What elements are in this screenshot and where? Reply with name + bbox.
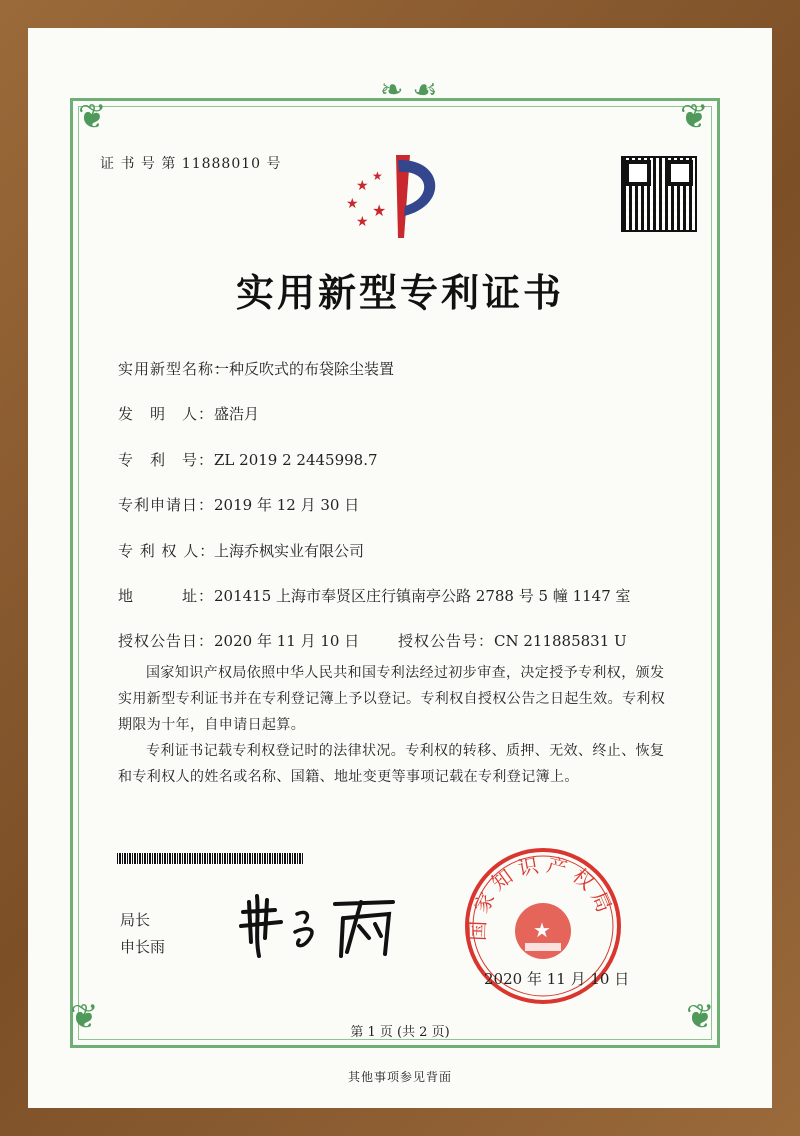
paragraph-grant-statement: 国家知识产权局依照中华人民共和国专利法经过初步审查，决定授予专利权，颁发实用新型专利证书并在专利登记簿上予以登记。专利权自授权公告之日起生效。专利权期限为十年，自申请日起算。 bbox=[118, 665, 666, 733]
corner-ornament-icon: ❦ bbox=[70, 997, 99, 1037]
value: ZL 2019 2 2445998.7 bbox=[214, 451, 378, 469]
field-patentee bbox=[118, 540, 364, 561]
top-ornament-icon: ❧ ☙ bbox=[380, 73, 438, 106]
qr-code-icon bbox=[621, 156, 697, 232]
svg-text:★: ★ bbox=[372, 201, 387, 220]
value: 一种反吹式的布袋除尘装置 bbox=[214, 360, 395, 378]
field-address bbox=[118, 585, 631, 606]
label: 发 明 人： bbox=[118, 405, 215, 423]
paragraph-legal-status: 专利证书记载专利权登记时的法律状况。专利权的转移、质押、无效、终止、恢复和专利权人的姓名或名称、国籍、地址变更等事项记载在专利登记簿上。 bbox=[118, 743, 665, 785]
value: 上海乔枫实业有限公司 bbox=[214, 542, 365, 560]
certificate-title: 实用新型专利证书 bbox=[235, 271, 564, 315]
patent-office-logo-icon bbox=[338, 150, 458, 240]
field-grant-number bbox=[398, 630, 627, 651]
label: 授权公告号： bbox=[398, 632, 495, 650]
field-grant-date bbox=[118, 630, 359, 651]
svg-text:★: ★ bbox=[533, 918, 551, 942]
seal-date: 2020 年 11 月 10 日 bbox=[484, 970, 630, 988]
field-application-date bbox=[118, 494, 359, 515]
svg-text:★: ★ bbox=[356, 214, 369, 230]
certificate-number: 证 书 号 第 11888010 号 bbox=[100, 156, 282, 172]
corner-ornament-icon: ❦ bbox=[686, 997, 715, 1037]
value: CN 211885831 U bbox=[494, 632, 627, 650]
value: 2019 年 12 月 30 日 bbox=[214, 496, 360, 514]
corner-ornament-icon: ❦ bbox=[78, 97, 107, 137]
svg-text:★: ★ bbox=[346, 196, 359, 212]
label: 专 利 号： bbox=[118, 451, 215, 469]
field-inventor bbox=[118, 403, 259, 424]
svg-text:★: ★ bbox=[372, 169, 383, 183]
barcode-icon bbox=[117, 853, 304, 864]
page-number: 第 1 页 (共 2 页) bbox=[350, 1025, 450, 1040]
label: 实用新型名称： bbox=[118, 360, 231, 378]
value: 201415 上海市奉贤区庄行镇南亭公路 2788 号 5 幢 1147 室 bbox=[214, 587, 631, 605]
corner-ornament-icon: ❦ bbox=[680, 97, 709, 137]
label: 地 址： bbox=[118, 587, 215, 605]
label: 专利申请日： bbox=[118, 496, 215, 514]
label: 授权公告日： bbox=[118, 632, 215, 650]
field-patent-number bbox=[118, 449, 378, 470]
footer-note: 其他事项参见背面 bbox=[347, 1070, 452, 1084]
handwritten-signature-icon bbox=[235, 892, 405, 962]
value: 2020 年 11 月 10 日 bbox=[214, 632, 360, 650]
chief-title: 局长 bbox=[120, 911, 151, 929]
field-utility-name bbox=[118, 358, 394, 379]
value: 盛浩月 bbox=[214, 405, 260, 423]
label: 专 利 权 人： bbox=[118, 542, 216, 560]
svg-text:国家知识产权局: 国家知识产权局 bbox=[465, 852, 619, 942]
svg-text:★: ★ bbox=[356, 178, 369, 194]
chief-name: 申长雨 bbox=[120, 938, 166, 956]
